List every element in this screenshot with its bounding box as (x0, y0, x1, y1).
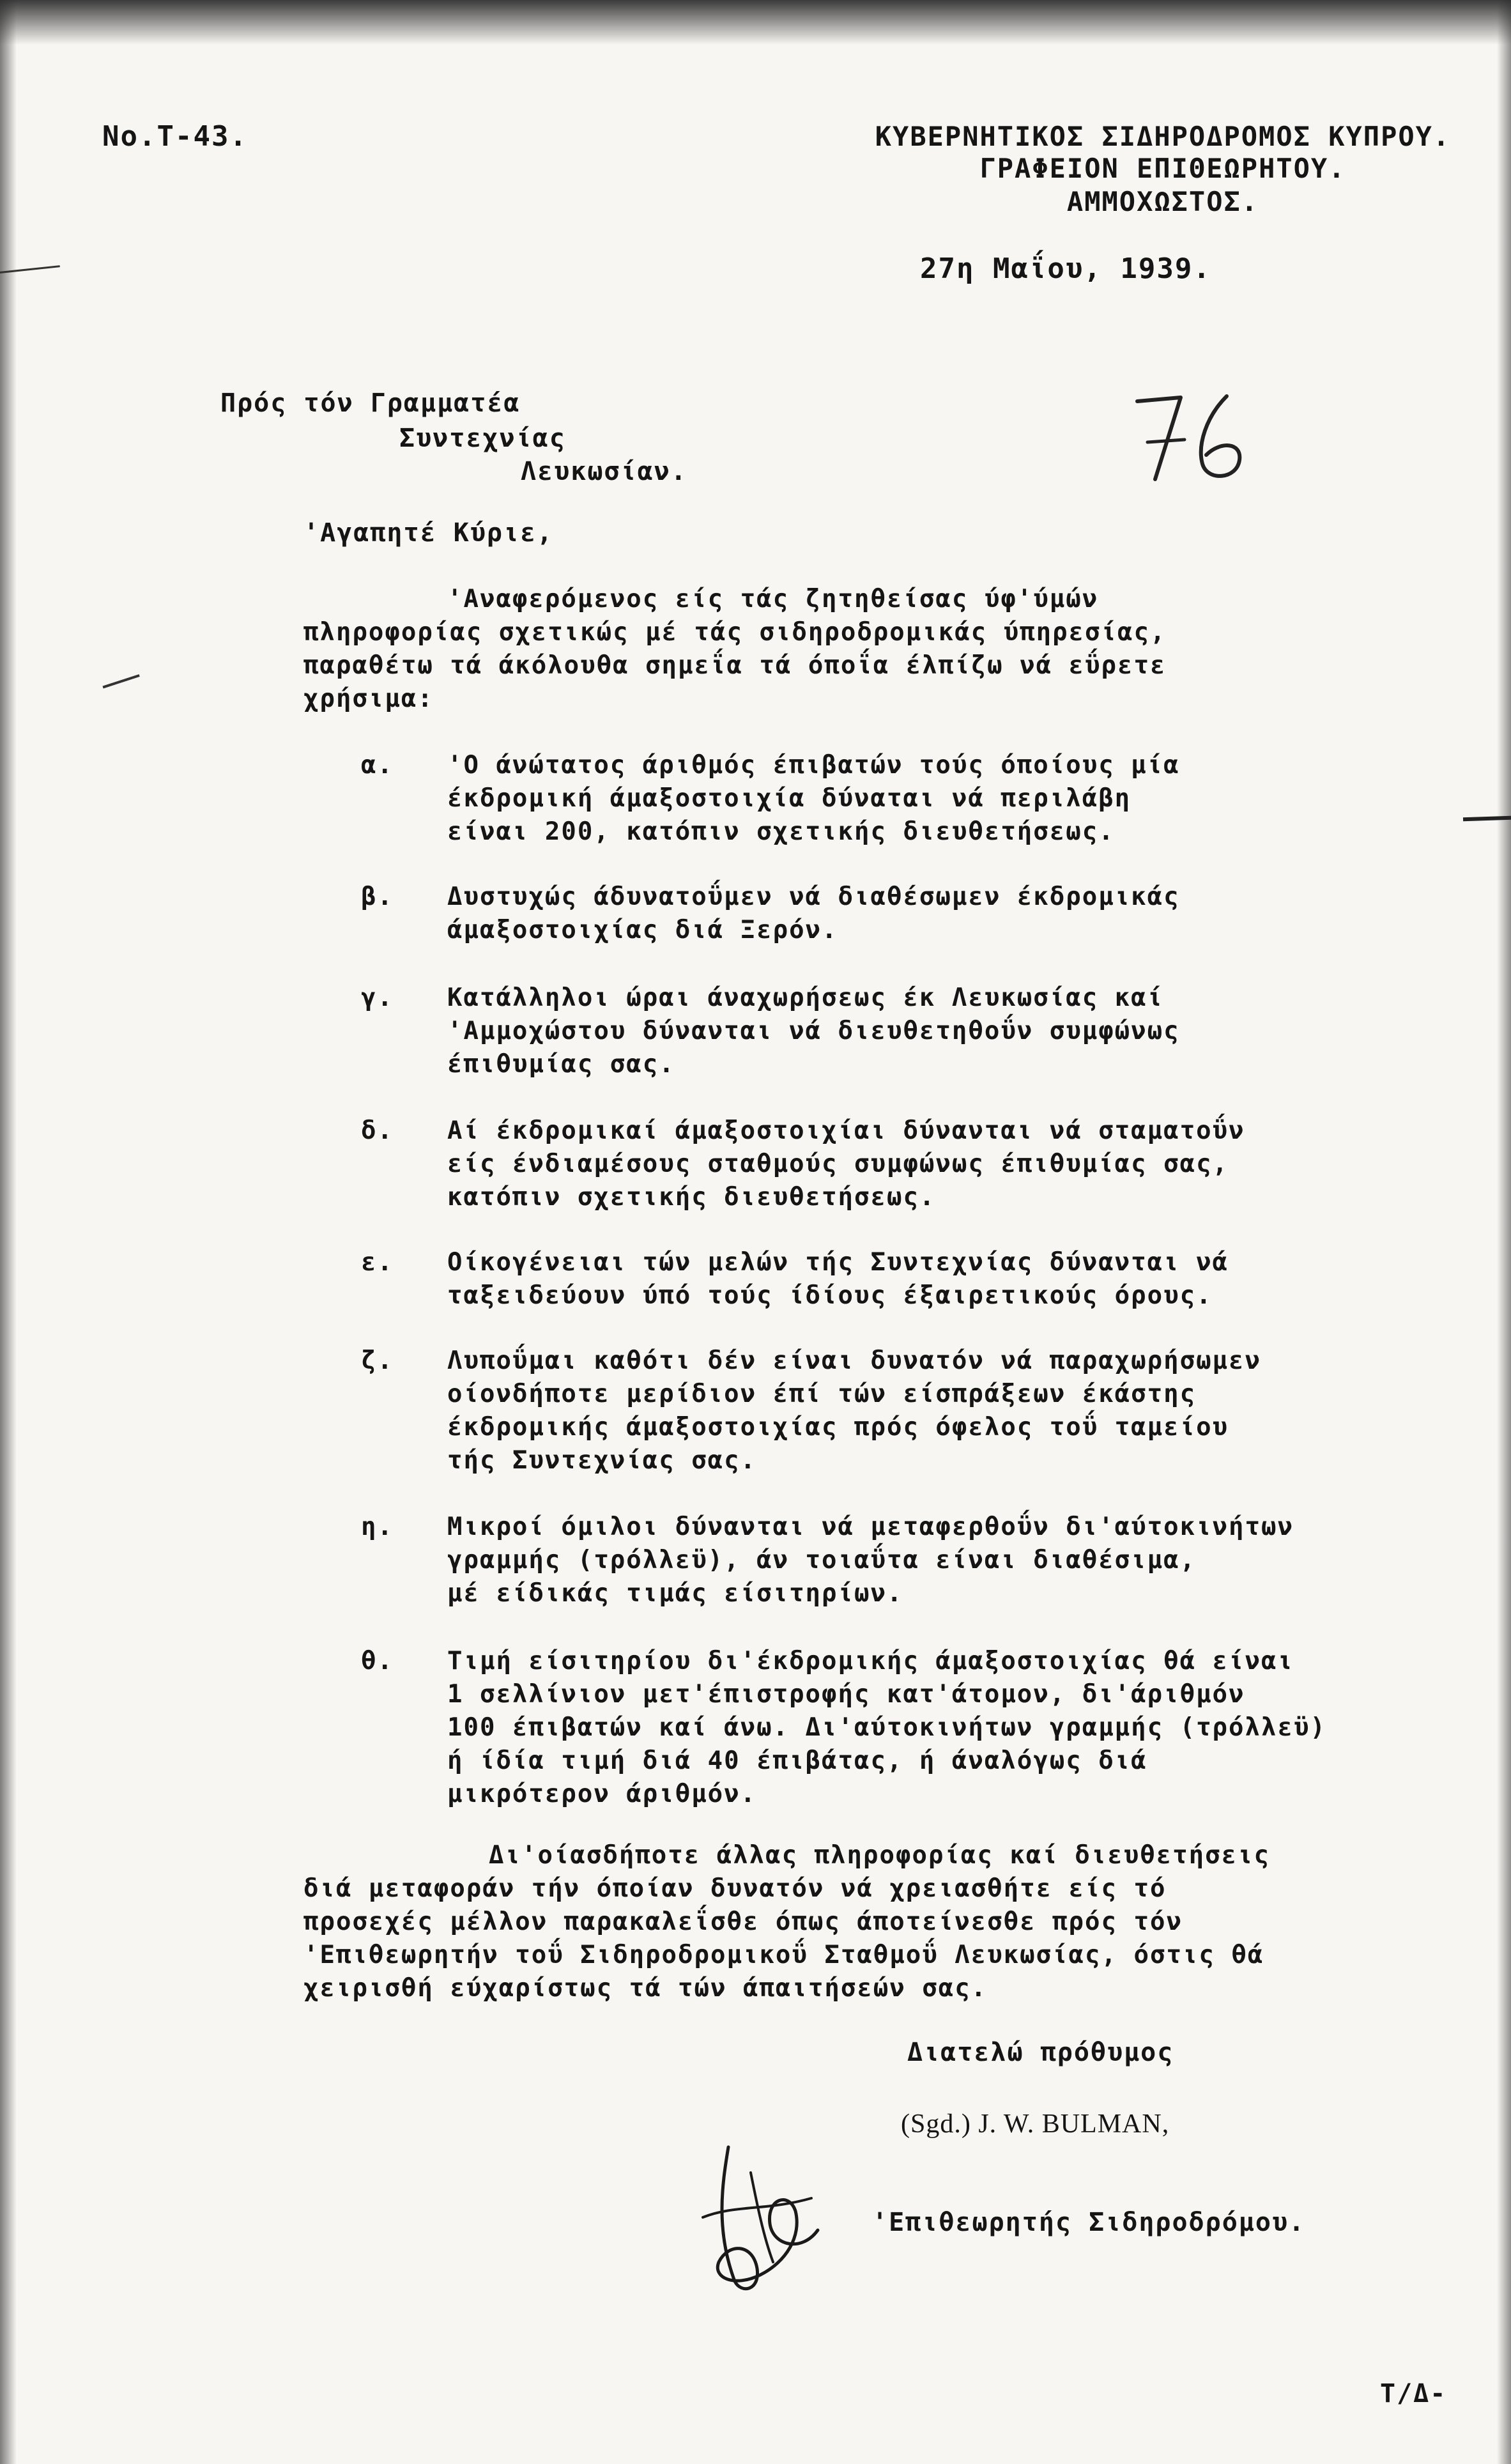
point-line: Δυστυχώς άδυνατοΰμεν νά διαθέσωμεν έκδρομικάς (447, 882, 1180, 911)
reference-number: No.T-43. (102, 120, 248, 153)
closing-line: διά μεταφοράν τήν όποίαν δυνατόν νά χρειασθήτε είς τό (303, 1874, 1167, 1903)
addressee-line: Πρός τόν Γραμματέα (220, 389, 521, 418)
point-line: άμαξοστοιχίας διά Ξερόν. (447, 916, 838, 944)
point-line: ή ίδία τιμή διά 40 έπιβάτας, ή άναλόγως διά (447, 1746, 1147, 1775)
scan-edge-top (0, 0, 1511, 45)
intro-line: παραθέτω τά άκόλουθα σημεΐα τά όποΐα έλπίζω νά εΰρετε (303, 651, 1167, 680)
letter-date: 27η Μαΐου, 1939. (920, 252, 1211, 285)
point-line: Αί έκδρομικαί άμαξοστοιχίαι δύνανται νά σταματοΰν (447, 1116, 1245, 1145)
point-line: έκδρομικής άμαξοστοιχίας πρός όφελος τοΰ ταμείου (447, 1413, 1229, 1442)
point-line: τής Συντεχνίας σας. (447, 1446, 757, 1475)
point-line: γραμμής (τρόλλεϋ), άν τοιαΰτα είναι διαθέσιμα, (447, 1546, 1197, 1575)
letterhead-line: ΑΜΜΟΧΩΣΤΟΣ. (1066, 186, 1259, 217)
margin-mark (96, 656, 140, 689)
point-line: μικρότερον άριθμόν. (447, 1780, 757, 1808)
point-marker: β. (361, 882, 394, 911)
point-line: ταξειδεύουν ύπό τούς ίδίους έξαιρετικούς όρους. (447, 1281, 1213, 1310)
handwritten-signature (690, 2134, 831, 2300)
closing-line: 'Επιθεωρητήν τοΰ Σιδηροδρομικοΰ Σταθμοΰ Λευκωσίας, όστις θά (303, 1941, 1264, 1969)
scan-edge-left (0, 0, 17, 2464)
point-line: οίονδήποτε μερίδιον έπί τών είσπράξεων έκάστης (447, 1380, 1197, 1408)
point-line: Οίκογένειαι τών μελών τής Συντεχνίας δύνανται νά (447, 1248, 1229, 1277)
signatory-title: 'Επιθεωρητής Σιδηροδρόμου. (872, 2208, 1306, 2237)
point-marker: θ. (361, 1647, 394, 1675)
footer-code: Τ/Δ- (1380, 2379, 1447, 2408)
salutation: 'Αγαπητέ Κύριε, (303, 518, 554, 548)
point-line: είναι 200, κατόπιν σχετικής διευθετήσεως. (447, 817, 1115, 846)
point-line: 'Αμμοχώστου δύνανται νά διευθετηθοΰν συμφώνως (447, 1017, 1180, 1045)
intro-line: χρήσιμα: (303, 684, 434, 713)
point-line: Κατάλληλοι ώραι άναχωρήσεως έκ Λευκωσίας καί (447, 983, 1164, 1012)
point-marker: δ. (361, 1116, 394, 1145)
point-line: κατόπιν σχετικής διευθετήσεως. (447, 1183, 936, 1212)
point-marker: ζ. (361, 1346, 394, 1375)
point-line: Λυποΰμαι καθότι δέν είναι δυνατόν νά παραχωρήσωμεν (447, 1346, 1261, 1375)
intro-line: 'Αναφερόμενος είς τάς ζητηθείσας ύφ'ύμών (447, 585, 1099, 613)
point-line: έκδρομική άμαξοστοιχία δύναται νά περιλάβη (447, 784, 1131, 813)
point-line: 1 σελλίνιον μετ'έπιστροφής κατ'άτομον, δι'άριθμόν (447, 1680, 1245, 1709)
letterhead-line: ΚΥΒΕΡΝΗΤΙΚΟΣ ΣΙΔΗΡΟΔΡΟΜΟΣ ΚΥΠΡΟΥ. (875, 121, 1451, 152)
point-marker: α. (361, 751, 394, 780)
point-marker: η. (361, 1513, 394, 1541)
handwritten-file-number (1131, 383, 1265, 486)
point-line: 100 έπιβατών καί άνω. Δι'αύτοκινήτων γραμμής (τρόλλεϋ) (447, 1713, 1326, 1742)
addressee-line: Συντεχνίας (399, 424, 566, 453)
intro-line: πληροφορίας σχετικώς μέ τάς σιδηροδρομικάς ύπηρεσίας, (303, 618, 1167, 647)
closing-line: Δι'οίασδήποτε άλλας πληροφορίας καί διευθετήσεις (489, 1841, 1271, 1870)
point-line: Μικροί όμιλοι δύνανται νά μεταφερθοΰν δι'αύτοκινήτων (447, 1513, 1294, 1541)
point-line: έπιθυμίας σας. (447, 1050, 675, 1079)
letterhead-line: ΓΡΑΦΕΙΟΝ ΕΠΙΘΕΩΡΗΤΟΥ. (979, 153, 1346, 184)
signature-name: (Sgd.) J. W. BULMAN, (901, 2109, 1170, 2139)
point-line: είς ένδιαμέσους σταθμούς συμφώνως έπιθυμίας σας, (447, 1150, 1229, 1178)
point-line: Τιμή είσιτηρίου δι'έκδρομικής άμαξοστοιχίας θά είναι (447, 1647, 1294, 1675)
point-line: 'Ο άνώτατος άριθμός έπιβατών τούς όποίους μία (447, 751, 1180, 780)
closing-line: χειρισθή εύχαρίστως τά τών άπαιτήσεών σας. (303, 1974, 988, 2003)
point-marker: γ. (361, 983, 394, 1012)
point-marker: ε. (361, 1248, 394, 1277)
closing-line: προσεχές μέλλον παρακαλεΐσθε όπως άποτείνεσθε πρός τόν (303, 1907, 1183, 1936)
addressee-line: Λευκωσίαν. (521, 457, 687, 486)
valediction: Διατελώ πρόθυμος (907, 2038, 1174, 2067)
point-line: μέ είδικάς τιμάς είσιτηρίων. (447, 1579, 903, 1608)
scan-edge-right (1497, 0, 1511, 2464)
